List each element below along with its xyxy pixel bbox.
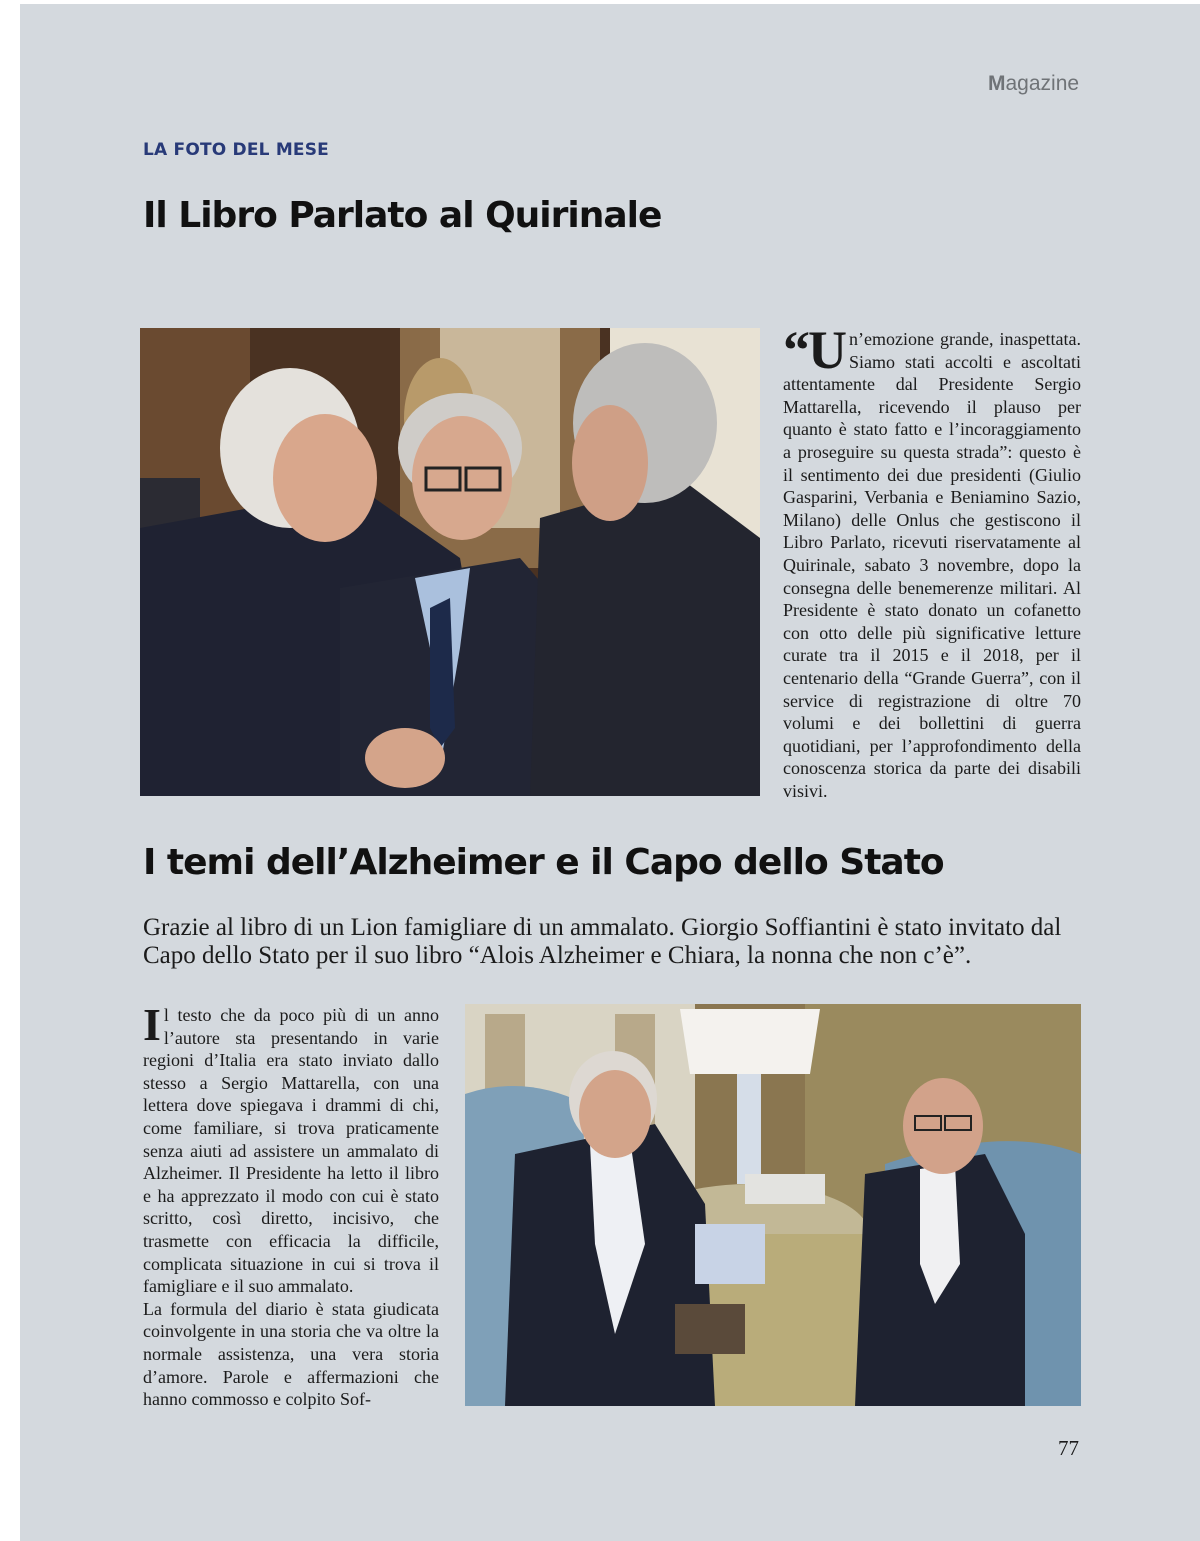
magazine-header-rest: agazine: [1005, 72, 1080, 95]
section-label: LA FOTO DEL MESE: [143, 140, 329, 160]
article2-paragraph-1: [143, 999, 439, 1298]
magazine-header: [988, 72, 1079, 96]
article2-lead: Grazie al libro di un Lion famigliare di un ammalato. Giorgio Soffiantini è stato invitato dal Capo dello Stato per il suo libro “Alois Alzheimer e Chiara, la nonna che non c’è”.: [143, 914, 1062, 969]
article2-paragraph-1-text: l testo che da poco più di un anno l’autore sta presentando in varie regioni d’Italia era stato inviato dallo stesso a Sergio Mattarella, con una lettera dove spiegava i drammi di chi, come familiare, si trova praticamente senza aiuti ad assistere un ammalato di Alzheimer. Il Presidente ha letto il libro e ha apprezzato il modo con cui è stato scritto, così diretto, incisivo, che trasmette con efficacia la difficile, complicata situazione in cui si trova il famigliare e il suo ammalato.: [143, 1005, 439, 1297]
article2-dropcap: I: [143, 999, 161, 1050]
article2-body: [143, 999, 439, 1411]
article1-dropcap: “U: [783, 320, 845, 380]
article2-photo: [465, 1004, 1081, 1406]
page-number: 77: [1058, 1436, 1079, 1460]
magazine-header-initial: M: [988, 72, 1006, 95]
article1-body: [783, 320, 1081, 802]
article2-paragraph-2: La formula del diario è stata giudicata coinvolgente in una storia che va oltre la normale assistenza, una vera storia d’amore. Parole e affermazioni che hanno commosso e colpito Sof-: [143, 1298, 439, 1410]
article1-body-text: n’emozione grande, inaspettata. Siamo stati accolti e ascoltati attentamente dal Presidente Sergio Mattarella, ricevendo il plauso per quanto è stato fatto e l’incoraggiamento a proseguire su questa strada”: questo è il sentimento dei due presidenti (Giulio Gasparini, Verbania e Beniamino Sazio, Milano) delle Onlus che gestiscono il Libro Parlato, ricevuti riservatamente al Quirinale, sabato 3 novembre, dopo la consegna delle benemerenze militari. Al Presidente è stato donato un cofanetto con otto delle più significative letture curate tra il 2015 e il 2018, per il centenario della “Grande Guerra”, con il service di registrazione di oltre 70 volumi e dei bollettini di guerra quotidiani, per l’approfondimento della conoscenza storica da parte dei disabili visivi.: [783, 329, 1081, 801]
article1-photo: [140, 328, 760, 796]
article1-title: Il Libro Parlato al Quirinale: [143, 195, 662, 236]
article2-title: I temi dell’Alzheimer e il Capo dello Stato: [143, 842, 944, 883]
